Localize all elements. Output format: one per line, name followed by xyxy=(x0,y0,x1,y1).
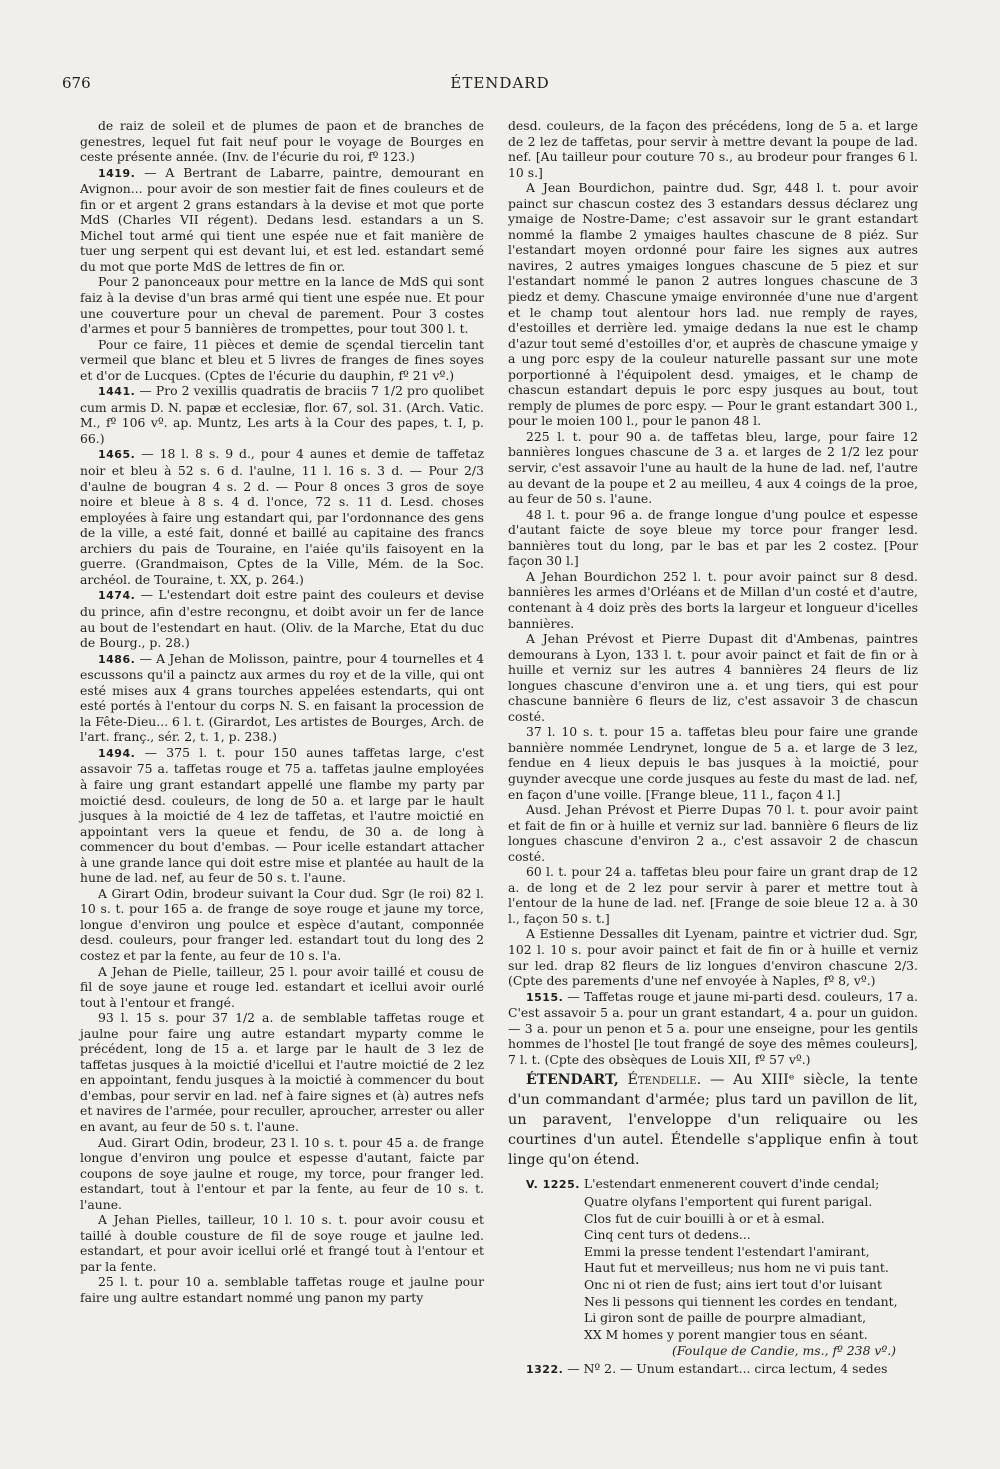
entry-year: 1515. xyxy=(526,990,564,1004)
paragraph: 25 l. t. pour 10 a. semblable taffetas rouge et jaulne pour faire ung aultre estandart nommé ung panon my party xyxy=(80,1274,484,1306)
page-number: 676 xyxy=(62,74,91,92)
running-head: ÉTENDARD xyxy=(450,74,550,92)
paragraph: Ausd. Jehan Prévost et Pierre Dupas 70 l. t. pour avoir paint et fait de fin or à huille et verniz sur lad. bannière 6 fleurs de liz longues chascune d'environ 2 a., c'est assavoir 2 de chascun costé. xyxy=(508,802,918,864)
entry-year: 1322. xyxy=(526,1362,564,1376)
paragraph: 225 l. t. pour 90 a. de taffetas bleu, large, pour faire 12 bannières longues chascune de 3 a. et larges de 2 1/2 lez pour servir, c'est assavoir l'une au hault de la hune de lad. nef, l'autre au devant de la poupe et 2 au meilleu, 4 aux 4 coings de la proe, au feur de 50 s. l'aune. xyxy=(508,428,918,507)
entry-1515: 1515. — Taffetas rouge et jaune mi-parti desd. couleurs, 17 a. C'est assavoir 5 a. pour un grant estandart, 4 a. pour un guidon. — 3 a. pour un penon et 5 a. pour une enseigne, pour les gentils hommes de l'hostel [le tout frangé de soye des mêmes couleurs], 7 l. t. (Cpte des obsèques de Louis XII, fº 57 vº.) xyxy=(508,988,918,1067)
paragraph: A Jean Bourdichon, paintre dud. Sgr, 448 l. t. pour avoir painct sur chascun costez des 3 estandars dessus déclarez ung ymaige de Nostre-Dame; c'est assavoir sur le grant estandart nommé la flambe 2 ymaiges haultes chascune de 8 piéz. Sur l'estandart moyen ordonné pour faire les signes aux autres navires, 2 autres ymaiges longues chascune de 5 piez et sur l'estandart nommé le panon 2 autres longues chascune de 3 piedz et demy. Chascune ymaige environnée d'une nue d'argent et le champ tout alentour hors lad. nue remply de rayes, d'estoilles et derrière led. ymaige dedans la nue est le champ d'azur tout semé d'estoilles d'or, et auprès de chascune ymaige y a ung porc espy de la couleur naturelle passant sur une mote porportionné à l'équipolent desd. ymaiges, et le champ de chascun estandart depuis le porc espy jusques au bout, tout remply de plumes de porc espy. — Pour le grant estandart 300 l., pour le moien 100 l., pour le panon 48 l. xyxy=(508,180,918,429)
paragraph: A Estienne Dessalles dit Lyenam, paintre et victrier dud. Sgr, 102 l. 10 s. pour avoir painct et fait de fin or à huille et verniz sur led. drap 82 fleurs de liz longues d'environ chascune 2/3. (Cpte des parements d'une nef envoyée à Naples, fº 8, vº.) xyxy=(508,926,918,989)
headword-entry: ÉTENDART, Étendelle. — Au XIIIᵉ siècle, la tente d'un commandant d'armée; plus tard un pavillon de lit, un paravent, l'enveloppe d'un reliquaire ou les courtines d'un autel. Étendelle s'applique enfin à tout linge qu'on étend. xyxy=(508,1072,918,1168)
verse-line: Onc ni ot rien de fust; ains iert tout d'or luisant xyxy=(584,1276,883,1292)
verse-line: V. 1225. L'estendart enmenerent couvert d'inde cendal; xyxy=(526,1176,880,1192)
verse-line: Nes li pessons qui tiennent les cordes en tendant, xyxy=(584,1293,898,1309)
paragraph: 93 l. 15 s. pour 37 1/2 a. de semblable taffetas rouge et jaulne pour faire ung autre estandart myparty comme le précédent, long de 15 a. et large par le hault de 3 lez de taffetas jusques à la moictié d'icellui et l'autre moictié de 2 lez en appointant, fendu jusques à la moictié à commencer du bout d'embas, pour servir en lad. nef à faire signes et (à) autres nefs et navires de l'armée, pour reculler, aproucher, arrester ou aller en avant, au feur de 50 s. t. l'aune. xyxy=(80,1010,484,1134)
paragraph: Aud. Girart Odin, brodeur, 23 l. 10 s. t. pour 45 a. de frange longue d'environ ung poulce et espesse d'autant, faicte par coupons de soye jaulne et rouge, my torce, pour franger led. estandart, tout à l'entour et par la fente, au feur de 10 s. t. l'aune. xyxy=(80,1134,484,1212)
paragraph: desd. couleurs, de la façon des précédens, long de 5 a. et large de 2 lez de taffetas, pour servir à mettre devant la poupe de lad. nef. [Au tailleur pour couture 70 s., au brodeur pour franges 6 l. 10 s.] xyxy=(508,118,918,180)
entry-1441: 1441. — Pro 2 vexillis quadratis de braciis 7 1/2 pro quolibet cum armis D. N. papæ et ecclesiæ, flor. 67, sol. 31. (Arch. Vatic. M., fº 106 vº. ap. Muntz, Les arts à la Cour des papes, t. I, p. 66.) xyxy=(80,383,484,446)
paragraph: A Jehan de Pielle, tailleur, 25 l. pour avoir taillé et cousu de fil de soye jaune et rouge led. estandart et icellui avoir ourlé tout à l'entour et frangé. xyxy=(80,963,484,1010)
entry-1419: 1419. — A Bertrant de Labarre, paintre, demourant en Avignon... pour avoir de son mestier fait de fines couleurs et de fin or et argent 2 grans estandars à la devise et mot que porte MdS (Charles VII régent). Dedans lesd. estandars a un S. Michel tout armé qui tient une espée nue et fait manière de tuer ung serpent qui est devant lui, et est led. estandart semé du mot que porte MdS de lettres de fin or. xyxy=(80,164,484,274)
paragraph: Pour 2 panonceaux pour mettre en la lance de MdS qui sont faiz à la devise d'un bras armé qui tient une espée nue. Et pour une couverture pour un cheval de parement. Pour 3 costes d'armes et pour 5 bannières de trompettes, pour tout 300 l. t. xyxy=(80,274,484,337)
paragraph: A Jehan Prévost et Pierre Dupast dit d'Ambenas, paintres demourans à Lyon, 133 l. t. pour avoir painct et fait de fin or à huille et verniz sur les autres 4 bannières 24 fleurs de liz longues chascune d'environ une a. et ung tiers, qui est pour chascune bannière 6 fleurs de liz, c'est assavoir 3 de chascun costé. xyxy=(508,631,918,724)
entry-1474: 1474. — L'estendart doit estre paint des couleurs et devise du prince, afin d'estre recongnu, et doibt avoir un fer de lance au bout de l'estendart en haut. (Oliv. de la Marche, Etat du duc de Bourg., p. 28.) xyxy=(80,587,484,651)
entry-year: 1419. xyxy=(98,166,136,180)
headword-variant: Étendelle. xyxy=(627,1072,702,1089)
headword: ÉTENDART, xyxy=(526,1072,619,1089)
verse-quotation xyxy=(508,1176,918,1358)
verse-line: Haut fut et merveilleus; nus hom ne vi puis tant. xyxy=(584,1260,889,1276)
paragraph: A Jehan Pielles, tailleur, 10 l. 10 s. t. pour avoir cousu et taillé à double cousture de fil de soye rouge et jaulne led. estandart, et pour avoir icellui orlé et frangé tout à l'entour et par la fente. xyxy=(80,1212,484,1274)
verse-label: V. 1225. xyxy=(526,1178,580,1192)
paragraph: 37 l. 10 s. t. pour 15 a. taffetas bleu pour faire une grande bannière nommée Lendrynet, longue de 5 a. et large de 3 lez, fendue en 4 lieux depuis le bas jusques à la moictié, pour guynder avecque une corde jusques au feste du mast de lad. nef, en façon d'une voille. [Frange bleue, 11 l., façon 4 l.] xyxy=(508,724,918,802)
paragraph: Pour ce faire, 11 pièces et demie de sçendal tiercelin tant vermeil que blanc et bleu et 5 livres de franges de fines soyes et d'or de Lucques. (Cptes de l'écurie du dauphin, fº 21 vº.) xyxy=(80,336,484,383)
left-column xyxy=(80,118,484,1306)
verse-line: Quatre olyfans l'emportent qui furent parigal. xyxy=(584,1193,873,1209)
verse-line: XX M homes y porent mangier tous en séant. xyxy=(584,1326,868,1342)
paragraph: 48 l. t. pour 96 a. de frange longue d'ung poulce et espesse d'autant faicte de soye bleue my torce pour franger lesd. bannières tout du long, par le bas et par les 2 costez. [Pour façon 30 l.] xyxy=(508,506,918,569)
paragraph: A Jehan Bourdichon 252 l. t. pour avoir painct sur 8 desd. bannières les armes d'Orléans et de Millan d'un costé et d'autre, contenant à 4 doiz près des borts la largeur et longueur d'icelles bannières. xyxy=(508,568,918,631)
verse-source: (Foulque de Candie, ms., fº 238 vº.) xyxy=(672,1343,896,1359)
entry-1494: 1494. — 375 l. t. pour 150 aunes taffetas large, c'est assavoir 75 a. taffetas rouge et 75 a. taffetas jaulne employées à faire ung grant estandart appellé une flambe my party par moictié desd. couleurs, de long de 50 a. et large par le hault jusques à la moictié de 4 lez de taffetas, et l'autre moictié en appointant vers la queue et fendu, de 30 a. de long à commencer du bout d'embas. — Pour icelle estandart attacher à une grande lance qui doit estre mise et plantée au hault de la hune de lad. nef, au feur de 50 s. t. l'aune. xyxy=(80,744,484,886)
entry-1322: 1322. — Nº 2. — Unum estandart... circa lectum, 4 sedes xyxy=(526,1360,888,1376)
entry-year: 1494. xyxy=(98,746,136,760)
verse-line: Emmi la presse tendent l'estendart l'amirant, xyxy=(584,1243,870,1259)
right-column xyxy=(508,118,918,1377)
entry-year: 1486. xyxy=(98,652,136,666)
paragraph: 60 l. t. pour 24 a. taffetas bleu pour faire un grant drap de 12 a. de long et de 2 lez pour servir à parer et mettre tout à l'entour de la hune de lad. nef. [Frange de soie bleue 12 a. à 30 l., façon 50 s. t.] xyxy=(508,864,918,926)
entry-1486: 1486. — A Jehan de Molisson, paintre, pour 4 tournelles et 4 escussons qu'il a painctz aux armes du roy et de la ville, qui ont esté mises aux 4 grans tourches appelées estendarts, qui ont esté portés à l'entour du corps N. S. en faisant la procession de la Fête-Dieu... 6 l. t. (Girardot, Les artistes de Bourges, Arch. de l'art. franç., sér. 2, t. 1, p. 238.) xyxy=(80,650,484,745)
paragraph: de raiz de soleil et de plumes de paon et de branches de genestres, lequel fut fait neuf pour le voyage de Bourges en ceste présente année. (Inv. de l'écurie du roi, fº 123.) xyxy=(80,118,484,165)
verse-line: Li giron sont de paille de pourpre almadiant, xyxy=(584,1310,867,1326)
page-header xyxy=(62,74,938,100)
entry-year: 1465. xyxy=(98,448,136,462)
verse-line: Cinq cent turs ot dedens... xyxy=(584,1227,751,1243)
entry-year: 1441. xyxy=(98,385,136,399)
entry-1465: 1465. — 18 l. 8 s. 9 d., pour 4 aunes et demie de taffetaz noir et bleu à 52 s. 6 d. l'aulne, 11 l. 16 s. 3 d. — Pour 2/3 d'aulne de bougran 4 s. 2 d. — Pour 8 onces 3 gros de soye noire et bleue à 8 s. 4 d. l'once, 72 s. 11 d. Lesd. choses employées à faire ung estandart qui, par l'ordonnance des gens de la ville, a esté fait, donné et baillé au capitaine des francs archiers du pais de Touraine, en l'aiée qu'ils faisoyent en la guerre. (Grandmaison, Cptes de la Ville, Mém. de la Soc. archéol. de Touraine, t. XX, p. 264.) xyxy=(80,446,484,587)
verse-line: Clos fut de cuir bouilli à or et à esmal. xyxy=(584,1210,825,1226)
paragraph: A Girart Odin, brodeur suivant la Cour dud. Sgr (le roi) 82 l. 10 s. t. pour 165 a. de frange de soye rouge et jaune my torce, longue d'environ ung poulce et espèce d'autant, componnée desd. couleurs, pour franger led. estandart tout du long des 2 costez et par la fente, au feur de 10 s. l'a. xyxy=(80,885,484,963)
entry-year: 1474. xyxy=(98,589,136,603)
